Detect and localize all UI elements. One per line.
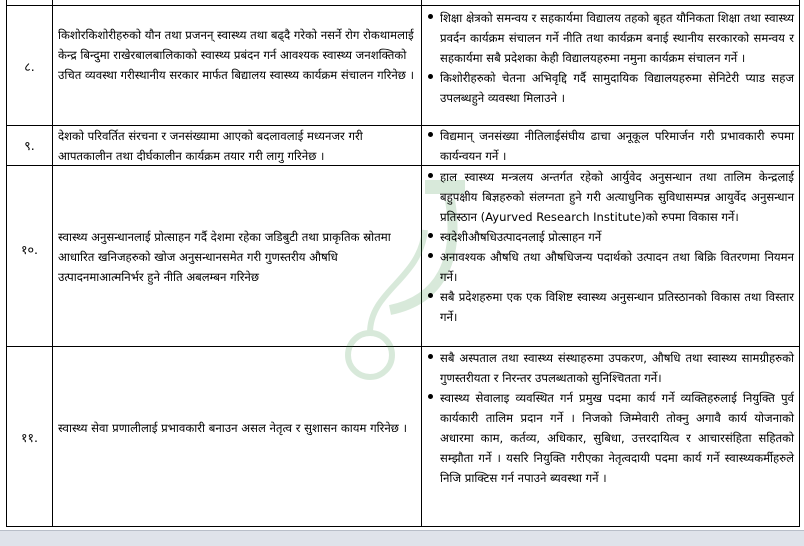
action-item: स्वास्थ्य सेवालाइ व्यवस्थित गर्न प्रमुख पदमा कार्य गर्ने व्यक्तिहरुलाई नियुक्ति पुर्व कार्यकारी तालिम प्रदान गर्ने । निजको जिम्मेवारी तोक्नु अगावै कार्य योजनाको अधारमा काम, कर्तव्य, अधिकार, सुबिधा, उत्तरदायित्व र आचारसंहिता सहितको सम्झौता गर्ने । यसरि नियुक्ति गरीएका नेतृत्वदायी पदमा कार्य गर्ने स्वास्थ्यकर्मीहरुले निजि प्राक्टिस गर्न नपाउने ब्यवस्था गर्ने । — [426, 388, 794, 488]
row-divider — [6, 5, 800, 6]
bullet-icon — [428, 74, 433, 79]
window-status-bar — [0, 530, 804, 546]
policy-text: देशको परिवर्तित संरचना र जनसंख्यामा आएको बदलावलाई मध्यनजर गरी आपतकालीन तथा दीर्घकालीन कार्यक्रम तयार गरी लागु गरिनेछ । — [58, 129, 363, 163]
bullet-icon — [428, 173, 433, 178]
bullet-icon — [428, 394, 433, 399]
row-number: १०. — [21, 242, 38, 257]
action-list — [426, 8, 794, 108]
policy-text: किशोरकिशोरीहरुको यौन तथा प्रजनन् स्वास्थ्य तथा बढ्दै गरेको नसर्ने रोग रोकथामलाई केन्द्र बिन्दुमा राखेरबालबालिकाको स्वास्थ्य प्रबंदन गर्न आवश्यक स्वास्थ्य जनशक्तिको उचित व्यवस्था गरीस्थानीय सरकार मार्फत बिद्यालय स्वास्थ्य कार्यक्रम संचालन गरिनेछ । — [58, 28, 414, 82]
bullet-icon — [428, 253, 433, 258]
action-item: अनावश्यक औषधि तथा औषधिजन्य पदार्थको उत्पादन तथा बिक्रि वितरणमा नियमन गर्ने। — [426, 247, 794, 287]
row-divider — [6, 526, 800, 527]
bullet-icon — [428, 293, 433, 298]
action-list — [426, 126, 794, 166]
row-number: ११. — [21, 430, 38, 445]
action-item: सबै प्रदेशहरुमा एक एक विशिष्ट स्वास्थ्य अनुसन्धान प्रतिस्ठानको विकास तथा विस्तार गर्ने। — [426, 287, 794, 327]
row-number: ८. — [24, 59, 35, 74]
bullet-icon — [428, 132, 433, 137]
row-number: ९. — [24, 138, 35, 153]
policy-text: स्वास्थ्य सेवा प्रणालीलाई प्रभावकारी बनाउन असल नेतृत्व र सुशासन कायम गरिनेछ । — [58, 421, 408, 435]
bullet-icon — [428, 233, 433, 238]
action-list — [426, 167, 794, 327]
policy-text: स्वास्थ्य अनुसन्धानलाई प्रोत्साहन गर्दै देशमा रहेका जडिबुटी तथा प्राकृतिक स्रोतमा आधारित खनिजहरुको खोज अनुसन्धानसमेत गरी गुणस्तरीय औषधि उत्पादनमाआत्मनिर्भर हुने नीति अबलम्बन गरिनेछ — [58, 230, 391, 284]
action-item: हाल स्वास्थ्य मन्त्रलय अन्तर्गत रहेको आर्युवेद अनुसन्धान तथा तालिम केन्द्रलाई बहुपक्षीय बिज्ञहरुको संलग्नता हुने गरी अत्याधुनिक सुविधासम्पन्न आयुर्वेद अनुसन्धान प्रतिस्ठान (Ayurved Research Institute)को रुपमा विकास गर्ने। — [426, 167, 794, 227]
bullet-icon — [428, 354, 433, 359]
bullet-icon — [428, 14, 433, 19]
table-column-divider — [421, 0, 422, 526]
action-item: विद्यमान् जनसंख्या नीतिलाईसंघीय ढाचा अनूकूल परिमार्जन गरी प्रभावकारी रुपमा कार्यन्वयन गर्ने । — [426, 126, 794, 166]
action-item: स्वदेशीऔषधिउत्पादनलाई प्रोत्साहन गर्ने — [426, 227, 794, 247]
action-item: सबै अस्पताल तथा स्वास्थ्य संस्थाहरुमा उपकरण, औषधि तथा स्वास्थ्य सामग्रीहरुको गुणस्तरीयता र निरन्तर उपलब्धताको सुनिश्चितता गर्ने। — [426, 348, 794, 388]
table-border-right — [799, 0, 800, 526]
table-column-divider — [52, 0, 53, 526]
action-list — [426, 348, 794, 488]
row-divider — [6, 346, 800, 347]
action-item: शिक्षा क्षेत्रको समन्वय र सहकार्यमा विद्यालय तहको बृहत यौनिकता शिक्षा तथा स्वास्थ्य प्रवर्दन कार्यक्रम संचालन गर्ने नीति तथा कार्यक्रम बनाई स्थानीय सरकारको समन्वय र सहकार्यमा सबै प्रदेशका केही विद्यालयहरुमा नमुना कार्यक्रम संचालन गर्ने । — [426, 8, 794, 68]
action-item: किशोरीहरुको चेतना अभिवृद्दि गर्दै सामुदायिक विद्यालयहरुमा सेनिटेरी प्याड सहज उपलब्धहुने व्यवस्था मिलाउने । — [426, 68, 794, 108]
